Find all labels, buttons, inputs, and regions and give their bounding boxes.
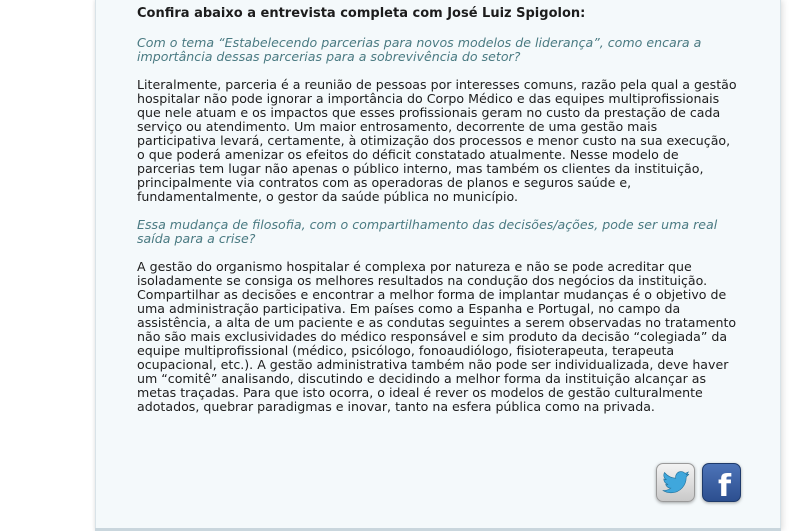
interview-question: Com o tema “Estabelecendo parcerias para novos modelos de liderança”, como encara a importância dessas parcerias para a sobrevivência do setor? — [137, 35, 702, 64]
interview-answer: A gestão do organismo hospitalar é complexa por natureza e não se pode acreditar que isoladamente se consiga os melhores resultados na condução dos negócios da instituição. Compartilhar as decisões e encontrar a melhor forma de implantar mudanças é o objetivo de uma administração participativa. Em países como a Espanha e Portugal, no campo da assistência, a alta de um paciente e as condutas seguintes a serem observadas no tratamento não são mais exclusividades do médico responsável e sim produto da decisão “colegiada” da equipe multiprofissional (médico, psicólogo, fonoaudiólogo, fisioterapeuta, terapeuta ocupacional, etc.). A gestão administrativa também não pode ser individualizada, deve haver um “comitê” analisando, discutindo e decidindo a melhor forma da instituição alcançar as metas traçadas. Para que isto ocorra, o ideal é rever os modelos de gestão culturalmente adotados, quebrar paradigmas e inovar, tanto na esfera pública como na privada. — [137, 259, 737, 414]
article-content — [137, 6, 737, 428]
interview-question: Essa mudança de filosofia, com o compartilhamento das decisões/ações, pode ser uma real saída para a crise? — [137, 217, 718, 246]
facebook-share-button[interactable] — [702, 463, 741, 502]
facebook-f-icon: f — [717, 469, 732, 504]
twitter-share-button[interactable] — [656, 463, 695, 502]
article-heading: Confira abaixo a entrevista completa com José Luiz Spigolon: — [137, 6, 586, 21]
twitter-bird-icon — [662, 471, 690, 495]
interview-answer: Literalmente, parceria é a reunião de pessoas por interesses comuns, razão pela qual a gestão hospitalar não pode ignorar a importância do Corpo Médico e das equipes multiprofissionais que nele atuam e os impactos que esses profissionais geram no custo da prestação de cada serviço ou atendimento. Um maior entrosamento, decorrente de uma gestão mais participativa levará, certamente, à otimização dos processos e menor custo na sua execução, o que poderá amenizar os efeitos do déficit constatado atualmente. Nesse modelo de parcerias tem lugar não apenas o público interno, mas também os clientes da instituição, principalmente via contratos com as operadoras de planos e seguros saúde e, fundamentalmente, o gestor da saúde pública no município. — [137, 77, 737, 204]
